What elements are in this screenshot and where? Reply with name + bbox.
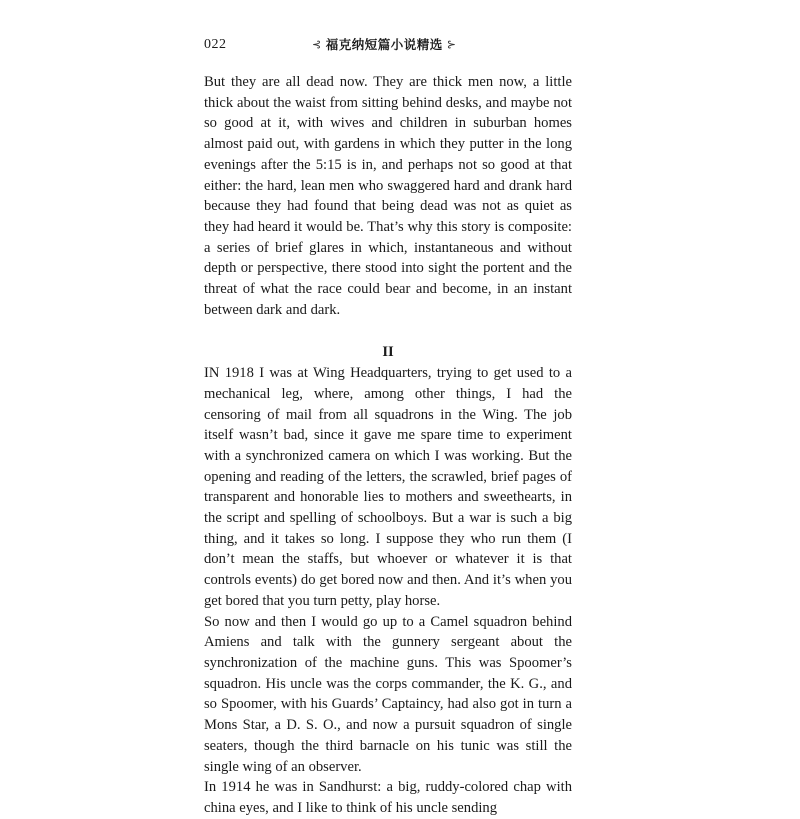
running-title-text: 福克纳短篇小说精选 xyxy=(325,37,443,52)
paragraph: But they are all dead now. They are thick men now, a little thick about the waist from sitting behind desks, and maybe not so good at it, with wives and children in suburban homes almost paid out, with gardens in which they putter in the long evenings after the 5:15 is in, and perhaps not so good at that either: the hard, lean men who swaggered hard and drank hard because they had found that being dead was not as quiet as they had heard it would be. That’s why this story is composite: a series of brief glares in which, instantaneous and without depth or perspective, there stood into sight the portent and the threat of what the race could bear and become, in an instant between dark and dark. xyxy=(204,74,572,318)
paragraph: So now and then I would go up to a Camel squadron behind Amiens and talk with the gunnery sergeant about the synchronization of the machine guns. This was Spoomer’s squadron. His uncle was the corps commander, the K. G., and so Spoomer, with his Guards’ Captaincy, had also got in turn a Mons Star, a D. S. O., and now a pursuit squadron of single seaters, though the third barnacle on his tunic was still the single wing of an observer. xyxy=(204,613,572,775)
right-ornament-icon: ⊱ xyxy=(446,38,457,51)
book-page xyxy=(204,34,572,819)
paragraph: In 1914 he was in Sandhurst: a big, ruddy-colored chap with china eyes, and I like to think of his uncle sending xyxy=(204,779,572,816)
body-text xyxy=(204,72,572,819)
left-ornament-icon: ⊰ xyxy=(312,38,322,51)
page-header xyxy=(204,34,572,56)
page-number: 022 xyxy=(204,37,227,52)
paragraph: IN 1918 I was at Wing Headquarters, trying to get used to a mechanical leg, where, among other things, I had the censoring of mail from all squadrons in the Wing. The job itself wasn’t bad, since it gave me spare time to experiment with a synchronized camera on which I was working. But the opening and reading of the letters, the scrawled, brief pages of transparent and honorable lies to mothers and sweethearts, in the script and spelling of schoolboys. But a war is such a big thing, and it takes so long. I suppose they who run them (I don’t mean the staffs, but whoever or whatever it is that controls events) do get bored now and then. And it’s when you get bored that you turn petty, play horse. xyxy=(204,365,572,609)
running-title xyxy=(312,34,456,56)
section-heading: II xyxy=(382,344,394,361)
